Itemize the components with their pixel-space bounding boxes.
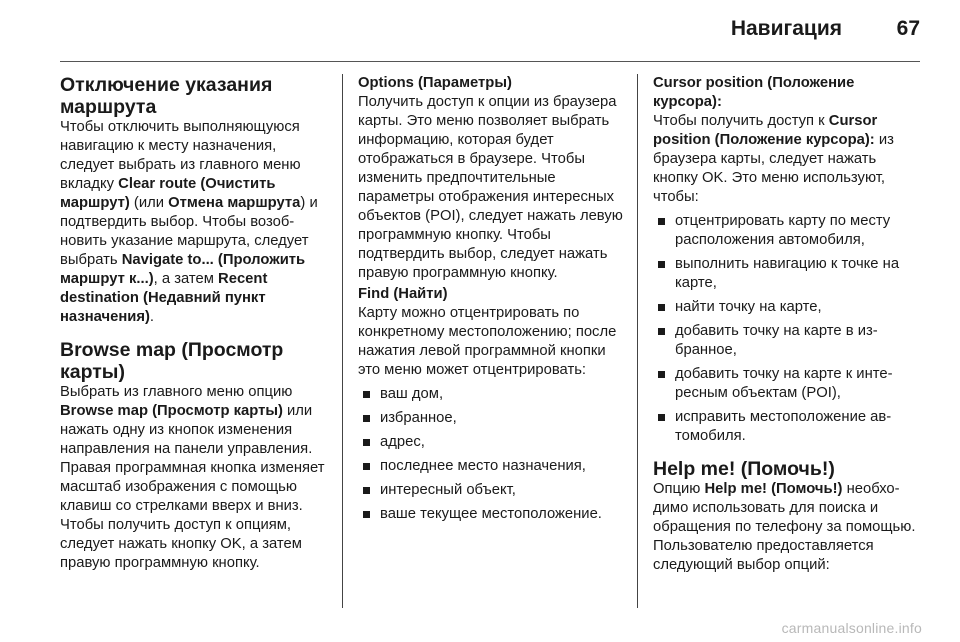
list-item: добавить точку на карте в избранное,	[653, 322, 921, 360]
text: (или	[129, 195, 169, 211]
list-item: найти точку на карте,	[653, 298, 921, 317]
text: необходимо использовать для поиска и обращения по телефону за помощью. Пользователю предоставляется следующий выбор опций:	[653, 481, 916, 573]
section-title-find: Find (Найти)	[358, 286, 448, 302]
list-item: последнее место назначения,	[358, 457, 626, 476]
menu-term: Help me! (Помочь!)	[704, 481, 843, 497]
paragraph-find: Карту можно отцентрировать по конкретному местоположению; после нажатия левой программной кнопки это меню может отцентрировать:	[358, 305, 617, 378]
section-title-help-me: Help me! (Помочь!)	[653, 458, 835, 480]
menu-term: Clear route (Очистить маршрут)	[60, 176, 276, 211]
list-item: добавить точку на карте к интересным объектам (POI),	[653, 365, 921, 403]
list-item: исправить местоположение автомобиля.	[653, 408, 921, 446]
list-item: интересный объект,	[358, 481, 626, 500]
list-item: отцентрировать карту по месту расположения автомобиля,	[653, 212, 921, 250]
text: Чтобы отключить выполняющуюся навигацию к месту назначения, следует выбрать из главного меню вкладку	[60, 119, 301, 192]
list-item: адрес,	[358, 433, 626, 452]
section-title-disable-guidance: Отключение указания маршрута	[60, 74, 273, 118]
section-title-cursor-position: Cursor position (Положение курсора):	[653, 75, 855, 110]
column-3	[653, 74, 921, 575]
text: ) и подтвердить выбор. Чтобы возобновить указание маршрута, следует выбрать	[60, 195, 318, 268]
text: из браузера карты, следует нажать кнопку OK. Это меню используют, чтобы:	[653, 132, 894, 205]
header-rule	[60, 61, 920, 62]
header-title: Навигация	[730, 17, 842, 40]
watermark: carmanualsonline.info	[781, 620, 922, 636]
section-title-options: Options (Параметры)	[358, 75, 512, 91]
column-divider	[342, 74, 343, 608]
column-1	[60, 74, 328, 573]
text: , а затем	[153, 271, 219, 287]
find-list	[358, 385, 626, 524]
text: Выбрать из главного меню опцию	[60, 384, 293, 400]
paragraph-options: Получить доступ к опции из браузера карты. Это меню позволяет выбрать информацию, которая будет отображаться в браузере. Чтобы изменить предпочтительные параметры отображения интересных объектов (POI), следует нажать левую программную кнопку. Чтобы подтвердить выбор, следует нажать правую программную кнопку.	[358, 94, 623, 281]
text: .	[149, 309, 155, 325]
text: Опцию	[653, 481, 705, 497]
paragraph-help-me	[653, 480, 921, 575]
paragraph-disable-guidance	[60, 118, 328, 327]
column-divider	[637, 74, 638, 608]
cursor-list	[653, 212, 921, 446]
text: или нажать одну из кнопок изменения направления на панели управления. Правая программная кнопка изменяет масштаб изображения с помощью клавиш со стрелками вверх и вниз. Чтобы получить доступ к опциям, следует нажать кнопку OK, а затем правую программную кнопку.	[60, 403, 325, 571]
menu-term: Cursor position (Положение курсора):	[653, 113, 878, 148]
section-title-browse-map: Browse map (Просмотр карты)	[60, 339, 284, 383]
paragraph-cursor-position	[653, 112, 921, 207]
paragraph-browse-map	[60, 383, 328, 573]
text: Чтобы получить доступ к	[653, 113, 829, 129]
page-header	[0, 0, 960, 58]
menu-term: Отмена маршрута	[168, 195, 301, 211]
page-number: 67	[896, 17, 920, 40]
menu-term: Browse map (Просмотр карты)	[60, 403, 283, 419]
menu-term: Recent destination (Недавний пункт назначения)	[60, 271, 268, 325]
menu-term: Navigate to... (Проложить маршрут к...)	[60, 252, 306, 287]
list-item: ваше текущее местоположение.	[358, 505, 626, 524]
list-item: ваш дом,	[358, 385, 626, 404]
list-item: выполнить навигацию к точке на карте,	[653, 255, 921, 293]
list-item: избранное,	[358, 409, 626, 428]
column-2	[358, 74, 626, 529]
